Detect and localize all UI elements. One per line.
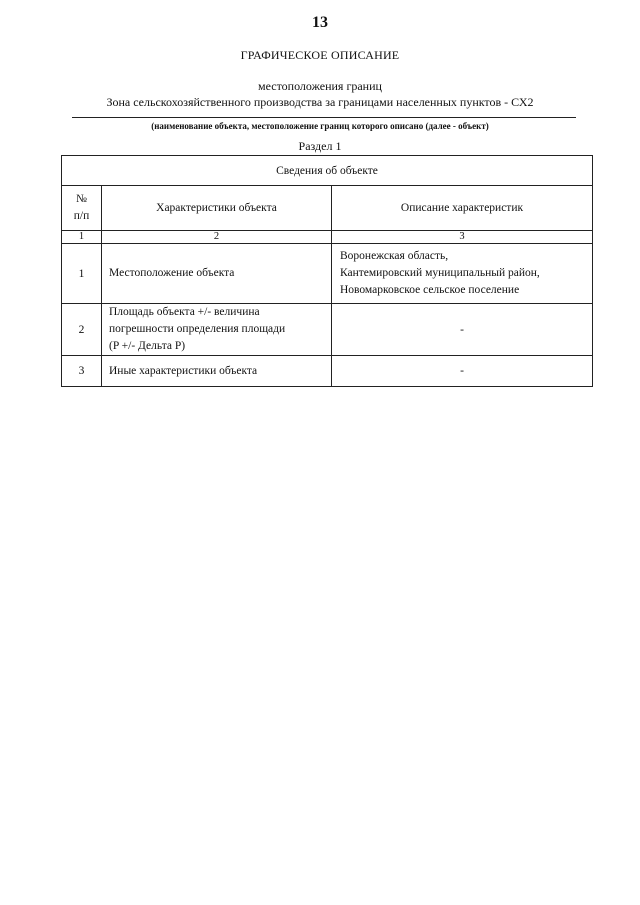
section-label: Раздел 1: [298, 139, 342, 153]
column-index: 3: [332, 231, 593, 244]
subtitle-line-2: Зона сельскохозяйственного производства за границами населенных пунктов - СХ2: [106, 95, 534, 109]
header-num-line-1: №: [76, 193, 87, 205]
column-index: 1: [62, 231, 102, 244]
table-header-row: [62, 186, 593, 231]
row-characteristic: Иные характеристики объекта: [102, 356, 332, 387]
description-line: Кантемировский муниципальный район,: [340, 267, 540, 279]
subtitle-line-1: местоположения границ: [258, 79, 382, 93]
characteristic-line: Площадь объекта +/- величина: [109, 306, 260, 318]
table-title: Сведения об объекте: [62, 156, 593, 186]
description-line: Новомарковское сельское поселение: [340, 284, 520, 296]
row-number: 1: [62, 244, 102, 304]
column-index: 2: [102, 231, 332, 244]
row-number: 2: [62, 304, 102, 356]
object-info-table: [61, 155, 593, 387]
header-characteristic: Характеристики объекта: [102, 186, 332, 231]
column-index-row: [62, 231, 593, 244]
row-description: -: [332, 304, 593, 356]
underline-rule: [72, 117, 576, 118]
object-caption: (наименование объекта, местоположение границ которого описано (далее - объект): [151, 121, 489, 131]
table-row: [62, 356, 593, 387]
header-num-line-2: п/п: [73, 210, 90, 222]
table-row: [62, 244, 593, 304]
characteristic-line: Местоположение объекта: [109, 267, 235, 279]
header-num-cell: [62, 186, 102, 231]
row-description: [332, 244, 593, 304]
row-number: 3: [62, 356, 102, 387]
table-title-row: [62, 156, 593, 186]
page-number: 13: [312, 14, 328, 31]
description-line: Воронежская область,: [340, 250, 449, 262]
row-description: -: [332, 356, 593, 387]
table-row: [62, 304, 593, 356]
header-description: Описание характеристик: [332, 186, 593, 231]
document-title: ГРАФИЧЕСКОЕ ОПИСАНИЕ: [240, 48, 400, 62]
characteristic-line: погрешности определения площади: [109, 323, 286, 335]
characteristic-line: (P +/- Дельта P): [109, 340, 186, 352]
row-characteristic: [102, 244, 332, 304]
row-characteristic: [102, 304, 332, 356]
